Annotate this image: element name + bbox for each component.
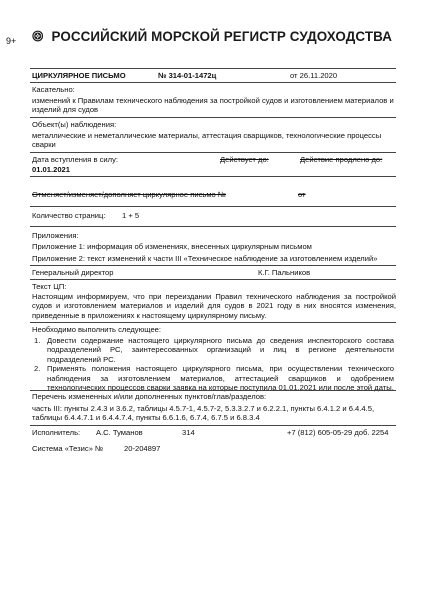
list-item-text: Применять положения настоящего циркулярного письма, при осуществлении технического наблюдения за изготовлением материалов, аттестацией сварщиков и одобрением технологических процессов сварки заявка на которые поступила 01.01.2021 или после этой даты.: [47, 364, 394, 393]
system-label: Система «Тезис» №: [32, 444, 104, 453]
cancels-label: Отменяет/изменяет/дополняет циркулярное письмо №: [32, 190, 227, 199]
actions-label: Необходимо выполнить следующее:: [32, 325, 162, 334]
letter-number: № 314-01-1472ц: [158, 71, 217, 80]
letterhead: [32, 18, 392, 54]
signatory-name: К.Г. Пальников: [258, 268, 311, 277]
changed-items-label: Перечень измененных и/или дополненных пунктов/глав/разделов:: [32, 392, 267, 401]
pages-label: Количество страниц:: [32, 211, 106, 220]
cancels-from-label: от: [298, 190, 306, 199]
signatory-position: Генеральный директор: [32, 268, 114, 277]
attachment-item: Приложение 2: текст изменений к части III «Техническое наблюдение за изготовлением изделий»: [32, 254, 378, 263]
changed-items-text: часть III: пункты 2.4.3 и 3.6.2, таблицы 4.5.7-1, 4.5.7-2, 5.3.3.2.7 и 6.2.2.1, пункты 6.4.1.2 и 6.4.4.5, таблицы 6.4.4.7.1 и 6.4.4.7.4, пункты 6.6.1.6, 6.7.4, 6.7.5 и 6.8.3.4: [32, 404, 375, 423]
effective-date-label: Дата вступления в силу:: [32, 155, 118, 164]
subject-label: Касательно:: [32, 85, 75, 94]
divider: [30, 390, 396, 391]
divider: [30, 152, 396, 153]
effective-date-value: 01.01.2021: [32, 165, 71, 174]
list-item-number: 2.: [34, 364, 41, 374]
attachments-label: Приложения:: [32, 231, 79, 240]
valid-until-label: Действует до:: [220, 155, 269, 164]
list-item-number: 1.: [34, 336, 41, 345]
actions-list: [34, 336, 394, 392]
divider: [30, 425, 396, 426]
executor-label: Исполнитель:: [32, 428, 81, 437]
body-label: Текст ЦП:: [32, 282, 67, 291]
divider: [30, 265, 396, 266]
divider: [30, 206, 396, 207]
divider: [30, 226, 396, 227]
system-number: 20-204897: [124, 444, 161, 453]
list-item-text: Довести содержание настоящего циркулярного письма до сведения инспекторского состава подразделений РС, заинтересованных организаций и лиц в регионе деятельности подразделений РС.: [47, 336, 394, 364]
list-item: [34, 364, 394, 392]
divider: [30, 176, 396, 177]
divider: [30, 68, 396, 69]
attachment-item: Приложение 1: информация об изменениях, внесенных циркулярным письмом: [32, 242, 312, 251]
divider: [30, 279, 396, 280]
subject-text: изменений к Правилам технического наблюдения за постройкой судов и изготовлением материалов и изделий для судов: [32, 96, 394, 115]
executor-name: А.С. Туманов: [96, 428, 143, 437]
divider: [30, 117, 396, 118]
list-item: [34, 336, 394, 364]
pages-value: 1 + 5: [122, 211, 140, 220]
objects-label: Объект(ы) наблюдения:: [32, 120, 117, 129]
executor-code: 314: [182, 428, 195, 437]
body-text: Настоящим информируем, что при переиздании Правил технического наблюдения за постройкой судов и изготовлением материалов и изделий для судов в 2021 году в них вносятся изменения, приведенные в приложениях к настоящему циркулярному письму.: [32, 292, 396, 320]
organization-name: РОССИЙСКИЙ МОРСКОЙ РЕГИСТР СУДОХОДСТВА: [51, 28, 392, 44]
extended-until-label: Действие продлено до:: [300, 155, 383, 164]
letter-date: от 26.11.2020: [290, 71, 338, 80]
divider: [30, 322, 396, 323]
register-logo-icon: [32, 19, 43, 53]
page-mark: 9+: [6, 36, 17, 46]
letter-type: ЦИРКУЛЯРНОЕ ПИСЬМО: [32, 71, 126, 80]
divider: [30, 82, 396, 83]
objects-text: металлические и неметаллические материалы, аттестация сварщиков, технологические процессы сварки: [32, 131, 382, 150]
executor-phone: +7 (812) 605-05-29 доб. 2254: [287, 428, 389, 437]
